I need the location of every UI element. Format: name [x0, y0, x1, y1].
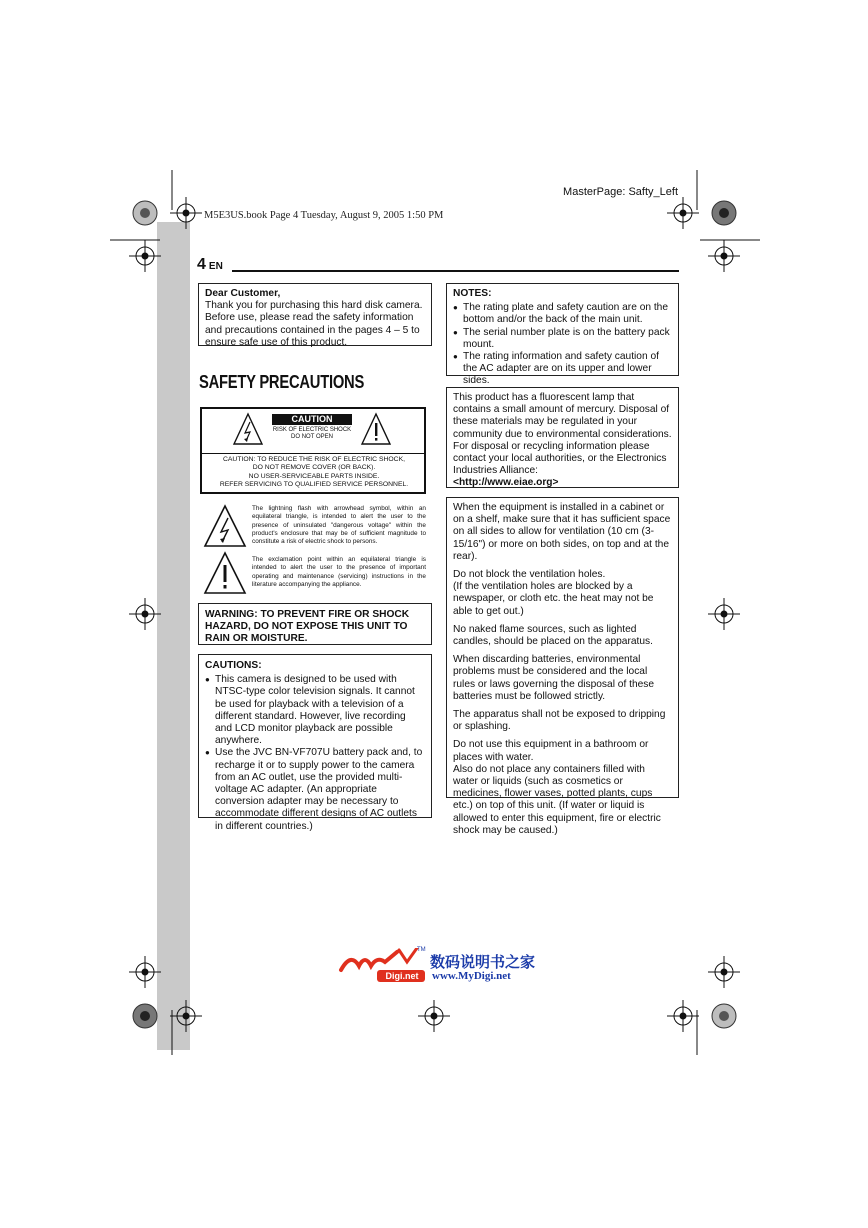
notes-box [446, 283, 679, 387]
printer-gray-bar [157, 222, 190, 1050]
mercury-body2: For disposal or recycling information please contact your local authorities, or the Electronics Industries Alliance: [453, 440, 667, 477]
caution-sub-text [272, 427, 352, 441]
trademark-text: TM [417, 947, 426, 953]
caution-panel-top [202, 409, 424, 454]
caution-panel-text [206, 456, 422, 490]
footer-cn-title: 数码说明书之家 [430, 953, 536, 971]
installation-paragraph: Do not use this equipment in a bathroom or places with water. Also do not place any containers filled with water or liquids (such as cosmetics or medicines, flower vases, potted plants, cups etc.) on top of this unit. (If water or liquid is allowed to enter this equipment, fire or electric shock may be caused.) [453, 739, 661, 836]
caution-sub-line2: DO NOT OPEN [291, 434, 333, 440]
cautions-title: CAUTIONS: [205, 660, 262, 671]
safety-precautions-heading: SAFETY PRECAUTIONS [199, 372, 365, 392]
exclamation-triangle-icon [203, 551, 247, 595]
caution-panel [200, 407, 426, 494]
installation-paragraph: No naked flame sources, such as lighted candles, should be placed on the apparatus. [453, 623, 653, 648]
list-item: ● The serial number plate is on the battery pack mount. [453, 327, 672, 351]
dear-customer-title: Dear Customer, [205, 288, 281, 299]
book-info-line: M5E3US.book Page 4 Tuesday, August 9, 2005 1:50 PM [204, 210, 444, 221]
caution-label: CAUTION [272, 414, 352, 425]
installation-box [446, 497, 679, 836]
list-item: ● This camera is designed to be used with NTSC-type color television signals. It cannot be used for playback with a television of a different standard. However, live recording and LCD monitor playback are possible anywhere. [205, 674, 425, 747]
notes-title: NOTES: [453, 288, 492, 299]
mercury-body1: This product has a fluorescent lamp that contains a small amount of mercury. Disposal of these materials may be regulated in your community due to environmental considerations. [453, 392, 672, 440]
installation-paragraph: Do not block the ventilation holes. (If the ventilation holes are blocked by a newspaper, or cloth etc. the heat may not be able to get out.) [453, 569, 654, 617]
list-item: ● The rating plate and safety caution are on the bottom and/or the back of the main unit. [453, 302, 672, 326]
dear-customer-box [198, 283, 432, 346]
page-number-value: 4 [197, 256, 206, 273]
caution-line4: REFER SERVICING TO QUALIFIED SERVICE PERSONNEL. [219, 481, 409, 489]
exclamation-symbol-text: The exclamation point within an equilateral triangle is intended to alert the user to the presence of important operating and maintenance (servicing) instructions in the literature accompanying the appliance. [252, 556, 426, 588]
caution-line3: NO USER-SERVICEABLE PARTS INSIDE. [248, 472, 380, 480]
caution-sub-line1: RISK OF ELECTRIC SHOCK [272, 427, 352, 433]
list-item: ● Use the JVC BN-VF707U battery pack and, to recharge it or to supply power to the camera from an AC outlet, use the provided multi-voltage AC adapter. (An appropriate conversion adapter may be necessary to accommodate different designs of AC outlets in different countries.) [205, 747, 425, 832]
master-page-label: MasterPage: Safty_Left [563, 186, 678, 198]
lightning-triangle-icon [232, 412, 264, 446]
brand-badge-text: Digi.net [385, 971, 419, 981]
page-language: EN [208, 261, 223, 272]
caution-line1: CAUTION: TO REDUCE THE RISK OF ELECTRIC SHOCK, [222, 456, 406, 463]
exclamation-triangle-icon [360, 412, 392, 446]
installation-paragraph: When discarding batteries, environmental problems must be considered and the local rules or laws governing the disposal of these batteries must be followed strictly. [453, 654, 655, 702]
lightning-symbol-text: The lightning flash with arrowhead symbol, within an equilateral triangle, is intended to alert the user to the presence of uninsulated "dangerous voltage" within the product's enclosure that may be of sufficient magnitude to constitute a risk of electric shock to persons. [252, 505, 426, 546]
footer-url: www.MyDigi.net [432, 970, 511, 982]
page-number [197, 256, 223, 274]
mercury-url: <http://www.eiae.org> [453, 477, 559, 489]
dear-customer-body: Thank you for purchasing this hard disk camera. Before use, please read the safety information and precautions contained in the pages 4 – 5 to ensure safe use of this product. [205, 300, 423, 348]
cautions-list [205, 674, 425, 833]
lightning-triangle-icon [203, 504, 247, 548]
list-item: ● The rating information and safety caution of the AC adapter are on its upper and lower sides. [453, 351, 672, 388]
installation-paragraph: The apparatus shall not be exposed to dripping or splashing. [453, 709, 666, 733]
header-rule [232, 270, 679, 272]
installation-paragraph: When the equipment is installed in a cabinet or on a shelf, make sure that it has sufficient space on all sides to allow for ventilation (10 cm (3-15/16") or more on both sides, on top and at the rear). [453, 502, 671, 562]
notes-list [453, 302, 672, 387]
mercury-box [446, 387, 679, 488]
warning-box: WARNING: TO PREVENT FIRE OR SHOCK HAZARD, DO NOT EXPOSE THIS UNIT TO RAIN OR MOISTURE. [198, 603, 432, 645]
cautions-box [198, 654, 432, 832]
caution-line2: DO NOT REMOVE COVER (OR BACK). [252, 464, 376, 472]
